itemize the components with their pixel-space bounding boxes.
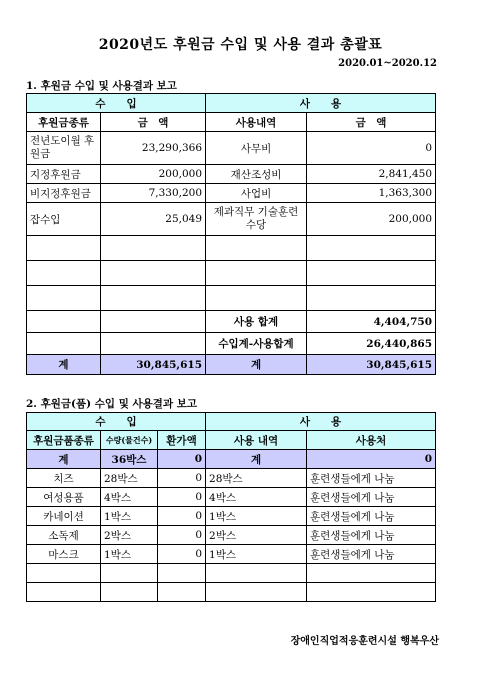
usage-total: 4,404,750: [307, 311, 436, 333]
col-usage-amount: 금 액: [307, 113, 436, 132]
section2-heading: 2. 후원금(품) 수입 및 사용결과 보고: [26, 398, 198, 410]
donation-type: 비지정후원금: [27, 184, 101, 203]
goods-type: 여성용품: [27, 488, 101, 507]
goods-type: 소독제: [27, 526, 101, 545]
goods-destination: 훈련생들에게 나눔: [307, 507, 436, 526]
empty-row: [27, 286, 436, 311]
goods-usage-header: 사 용: [206, 413, 436, 431]
usage-header: 사 용: [206, 94, 436, 113]
usage: 사무비: [206, 132, 307, 165]
income-header: 수 입: [27, 94, 206, 113]
goods-destination: 훈련생들에게 나눔: [307, 488, 436, 507]
goods-destination: 훈련생들에게 나눔: [307, 526, 436, 545]
balance-label: 수입계-사용합계: [206, 333, 307, 355]
goods-qty: 1박스: [101, 507, 158, 526]
goods-usage: 2박스: [206, 526, 307, 545]
usage-amount: 0: [307, 132, 436, 165]
table-row: [27, 469, 436, 488]
col-destination: 사용처: [307, 431, 436, 450]
col-goods-type: 후원금품종류: [27, 431, 101, 450]
table-row: [27, 165, 436, 184]
goods-donation-table: [26, 412, 436, 602]
organization-name: 장애인직업적응훈련시설 행복우산: [290, 636, 439, 647]
empty-row: [27, 564, 436, 583]
goods-destination: 훈련생들에게 나눔: [307, 469, 436, 488]
col-value: 환가액: [158, 431, 206, 450]
amount: 23,290,366: [101, 132, 206, 165]
income-total-label: 계: [27, 355, 101, 375]
goods-value: 0: [158, 488, 206, 507]
usage-amount: 1,363,300: [307, 184, 436, 203]
report-period: 2020.01~2020.12: [338, 58, 437, 69]
balance: 26,440,865: [307, 333, 436, 355]
goods-usage: 28박스: [206, 469, 307, 488]
col-amount: 금 액: [101, 113, 206, 132]
grand-total: 30,845,615: [307, 355, 436, 375]
col-usage: 사용내역: [206, 113, 307, 132]
goods-usage-total-value: 0: [307, 450, 436, 469]
goods-qty: 28박스: [101, 469, 158, 488]
amount: 7,330,200: [101, 184, 206, 203]
usage-amount: 2,841,450: [307, 165, 436, 184]
goods-usage-total-label: 계: [206, 450, 307, 469]
usage: 사업비: [206, 184, 307, 203]
amount: 25,049: [101, 203, 206, 236]
goods-usage: 1박스: [206, 545, 307, 564]
goods-type: 카네이션: [27, 507, 101, 526]
col-quantity: 수량(물건수): [101, 431, 158, 450]
usage: 제과직무 기술훈련수당: [206, 203, 307, 236]
table-row: [27, 184, 436, 203]
goods-value: 0: [158, 545, 206, 564]
goods-qty: 4박스: [101, 488, 158, 507]
grand-total-label: 계: [206, 355, 307, 375]
goods-total-value: 0: [158, 450, 206, 469]
amount: 200,000: [101, 165, 206, 184]
goods-usage: 1박스: [206, 507, 307, 526]
usage-amount: 200,000: [307, 203, 436, 236]
empty-row: [27, 261, 436, 286]
goods-total-label: 계: [27, 450, 101, 469]
goods-total-qty: 36박스: [101, 450, 158, 469]
donation-type: 잡수입: [27, 203, 101, 236]
goods-usage: 4박스: [206, 488, 307, 507]
page-title: 2020년도 후원금 수입 및 사용 결과 총괄표: [98, 37, 383, 53]
goods-qty: 1박스: [101, 545, 158, 564]
income-total: 30,845,615: [101, 355, 206, 375]
empty-row: [27, 236, 436, 261]
goods-income-header: 수 입: [27, 413, 206, 431]
col-usage-detail: 사용 내역: [206, 431, 307, 450]
donation-type: 지정후원금: [27, 165, 101, 184]
table-row: [27, 488, 436, 507]
empty-row: [27, 583, 436, 602]
cash-donation-table: [26, 93, 436, 375]
goods-destination: 훈련생들에게 나눔: [307, 545, 436, 564]
table-row: [27, 545, 436, 564]
goods-value: 0: [158, 469, 206, 488]
usage: 재산조성비: [206, 165, 307, 184]
table-row: [27, 203, 436, 236]
table-row: [27, 526, 436, 545]
col-donation-type: 후원금종류: [27, 113, 101, 132]
goods-qty: 2박스: [101, 526, 158, 545]
usage-total-label: 사용 합계: [206, 311, 307, 333]
table-row: [27, 132, 436, 165]
goods-value: 0: [158, 526, 206, 545]
donation-type: 전년도이월 후원금: [27, 132, 101, 165]
goods-type: 마스크: [27, 545, 101, 564]
table-row: [27, 507, 436, 526]
goods-value: 0: [158, 507, 206, 526]
section1-heading: 1. 후원금 수입 및 사용결과 보고: [26, 80, 177, 92]
goods-type: 치즈: [27, 469, 101, 488]
